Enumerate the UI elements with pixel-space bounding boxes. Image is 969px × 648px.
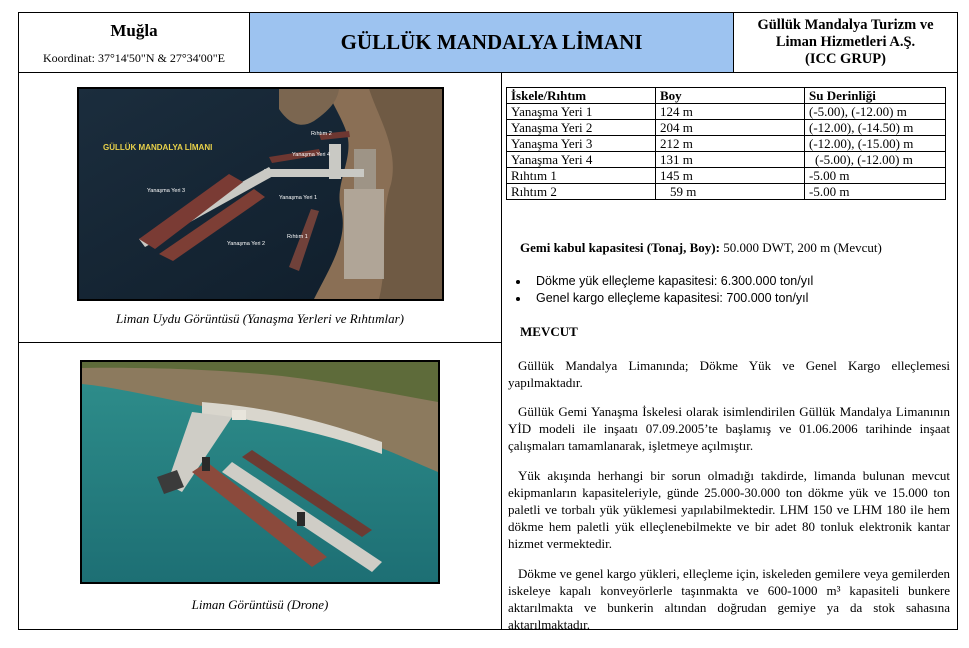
paragraph: Yük akışında herhangi bir sorun olmadığı takdirde, limanda bulunan mevcut ekipmanların kapasiteleriyle, günde 25.000-30.000 ton dökme yük ve 15.000 ton paletli ve torbalı yük yüklemesi yapılabilmektedir. LHM 150 ve LHM 180 ile hem dökme hem paletli yük elleçlenebilmekte ve bir adet 80 tonluk elektronik kantar hizmet vermektedir. [508,468,950,551]
table-cell: Rıhtım 2 [507,184,656,200]
table-cell: 204 m [656,120,805,136]
table-row [507,104,946,120]
table-row [507,120,946,136]
image-column [19,73,502,629]
label-yanasma-yeri-3: Yanaşma Yeri 3 [147,188,186,194]
capacity-label: Gemi kabul kapasitesi (Tonaj, Boy): [520,240,720,255]
table-row [507,184,946,200]
berth-table [506,87,946,200]
label-yanasma-yeri-4: Yanaşma Yeri 4 [292,152,331,158]
table-cell: Yanaşma Yeri 3 [507,136,656,152]
satellite-caption: Liman Uydu Görüntüsü (Yanaşma Yerleri ve Rıhtımlar) [116,311,404,326]
info-column [502,73,957,632]
satellite-image [79,89,442,299]
table-cell: 59 m [656,184,805,200]
table-cell: (-12.00), (-15.00) m [805,136,946,152]
port-info-sheet [18,12,958,630]
label-rihtim-1: Rıhtım 1 [287,234,308,240]
label-rihtim-2: Rıhtım 2 [311,131,332,137]
coordinates: Koordinat: 37°14'50"N & 27°34'00"E [42,51,226,65]
table-row [507,152,946,168]
paragraph: Güllük Gemi Yanaşma İskelesi olarak isimlendirilen Güllük Mandalya Limanının YİD modeli ile inşaatı 07.09.2005’te başlamış ve 01.06.2006 tarihinde inşaat çalışmaları tamamlanarak, işletmeye açılmıştır. [508,404,950,453]
table-cell: -5.00 m [805,184,946,200]
table-cell: 131 m [656,152,805,168]
header-company [734,13,957,73]
header-location [19,13,250,73]
satellite-overlay-title: GÜLLÜK MANDALYA LİMANI [103,143,213,152]
capacity-list [508,273,950,307]
port-title: GÜLLÜK MANDALYA LİMANI [340,30,643,54]
table-cell: Yanaşma Yeri 1 [507,104,656,120]
table-cell: Rıhtım 1 [507,168,656,184]
column-header: Boy [656,88,805,104]
table-header-row [507,88,946,104]
drone-cell [19,343,501,629]
drone-image [82,362,438,582]
table-cell: 124 m [656,104,805,120]
table-cell: (-12.00), (-14.50) m [805,120,946,136]
company-line: Liman Hizmetleri A.Ş. [775,34,916,50]
list-item: • Genel kargo elleçleme kapasitesi: 700.000 ton/yıl [530,290,950,307]
table-cell: 145 m [656,168,805,184]
table-cell: 212 m [656,136,805,152]
table-row [507,168,946,184]
table-row [507,136,946,152]
table-cell: (-5.00), (-12.00) m [805,152,946,168]
table-cell: Yanaşma Yeri 4 [507,152,656,168]
table-cell: (-5.00), (-12.00) m [805,104,946,120]
satellite-cell [19,73,501,343]
column-header: İskele/Rıhtım [507,88,656,104]
company-line: (ICC GRUP) [805,51,886,67]
drone-caption: Liman Görüntüsü (Drone) [191,597,329,612]
column-header: Su Derinliği [805,88,946,104]
label-yanasma-yeri-1: Yanaşma Yeri 1 [279,195,318,201]
city-name: Muğla [110,21,158,40]
paragraph: Güllük Mandalya Limanında; Dökme Yük ve Genel Kargo elleçlemesi yapılmaktadır. [508,358,950,390]
table-cell: Yanaşma Yeri 2 [507,120,656,136]
table-cell: -5.00 m [805,168,946,184]
list-item: • Dökme yük elleçleme kapasitesi: 6.300.000 ton/yıl [530,273,950,290]
header-title [250,13,734,73]
company-name [757,17,933,68]
paragraph: Dökme ve genel kargo yükleri, elleçleme için, iskeleden gemilere veya gemilerden iskeleye kapalı konveyörlerle taşınmakta ve 600-1000 m³ kapasiteli bunkere aktarılmakta ve bunkerin altından doğrudan gemiye ya da stok sahasına aktarılmaktadır. [508,566,950,632]
section-heading: MEVCUT [520,324,578,339]
label-yanasma-yeri-2: Yanaşma Yeri 2 [227,241,266,247]
capacity-value: 50.000 DWT, 200 m (Mevcut) [723,240,882,255]
company-line: Güllük Mandalya Turizm ve [757,17,934,33]
capacity-line [508,239,950,256]
